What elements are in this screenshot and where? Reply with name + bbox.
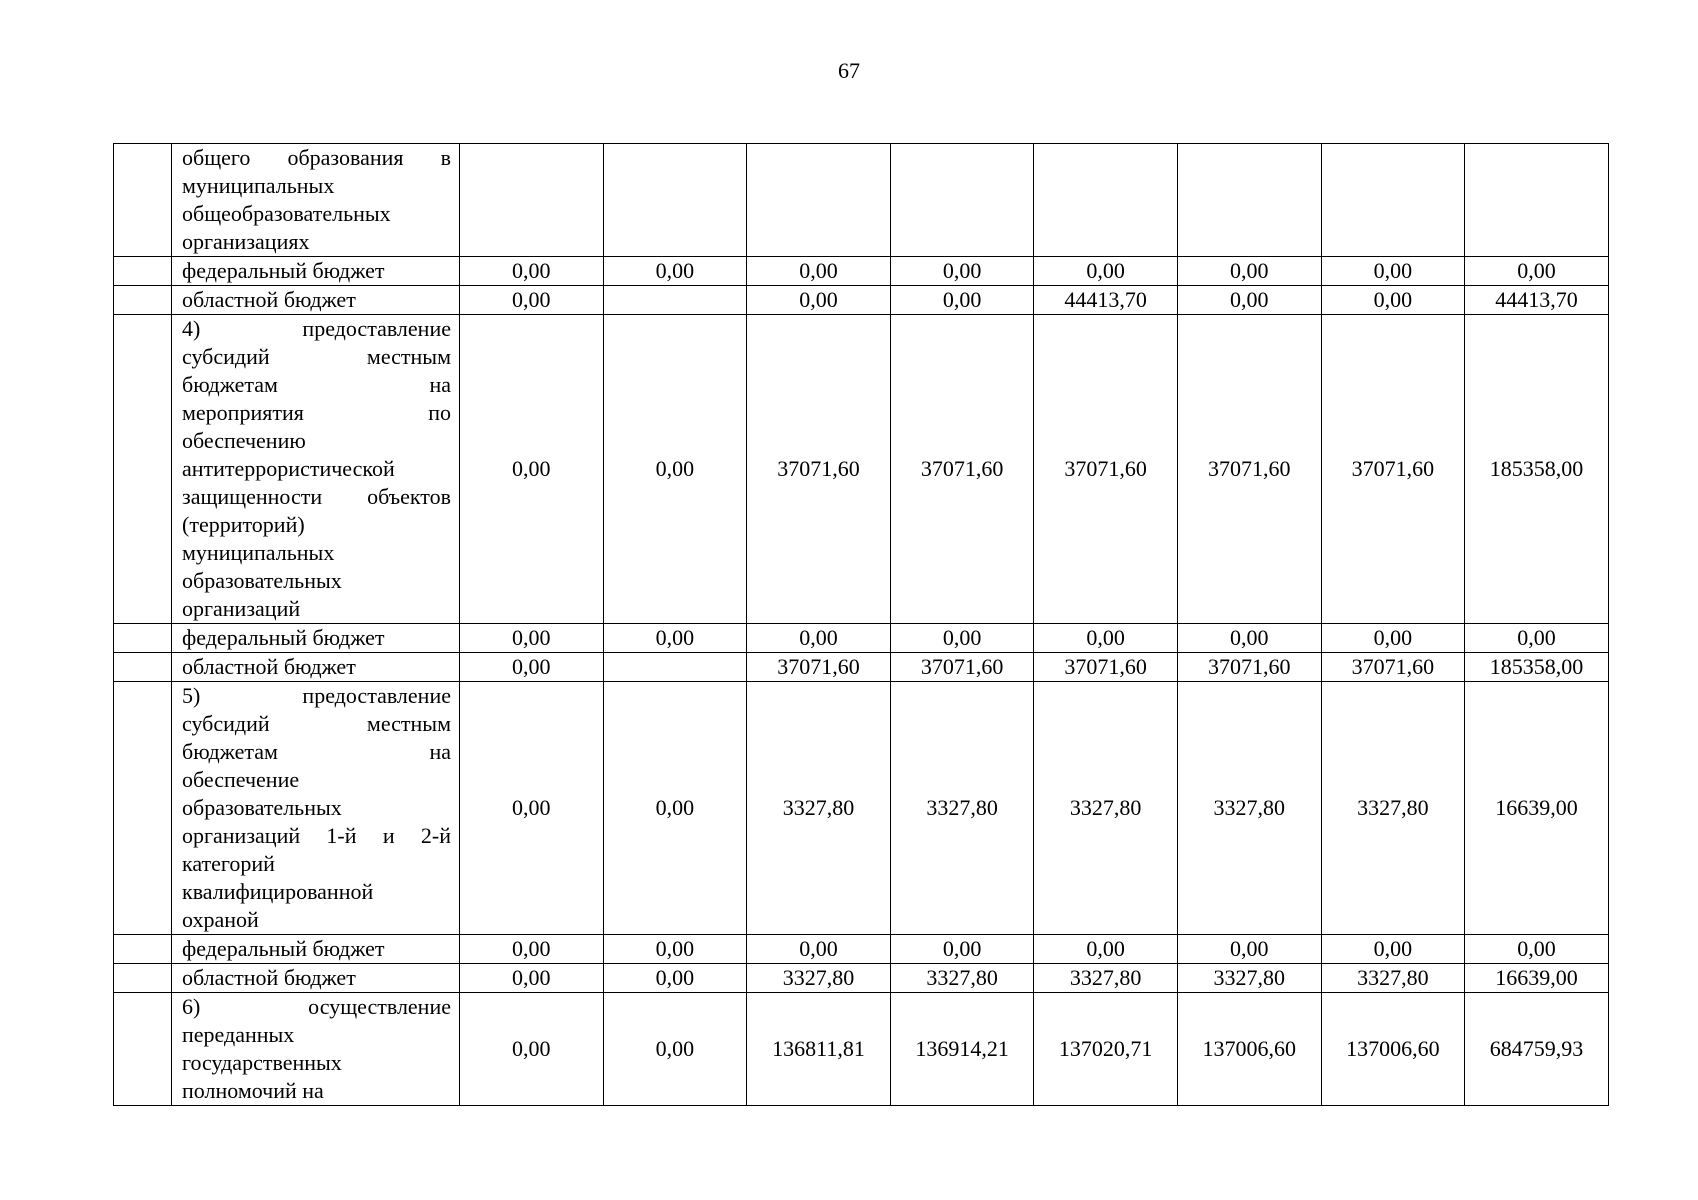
value-cell: 3327,80	[747, 964, 891, 993]
value-cell: 0,00	[747, 935, 891, 964]
row-index-cell	[114, 315, 172, 624]
value-cell: 0,00	[460, 682, 604, 935]
row-label-line: областной бюджет	[182, 287, 356, 312]
value-cell: 0,00	[1321, 935, 1465, 964]
value-cell: 37071,60	[747, 315, 891, 624]
value-cell: 0,00	[603, 993, 747, 1106]
row-label-line: федеральный бюджет	[182, 625, 385, 650]
row-label-line: субсидий местным	[182, 344, 451, 369]
row-label-cell	[172, 144, 460, 257]
value-cell: 185358,00	[1465, 315, 1609, 624]
value-cell: 0,00	[1034, 935, 1178, 964]
row-index-cell	[114, 653, 172, 682]
value-cell: 3327,80	[890, 682, 1034, 935]
row-index-cell	[114, 935, 172, 964]
value-cell: 16639,00	[1465, 682, 1609, 935]
value-cell: 37071,60	[1034, 315, 1178, 624]
budget-table-body	[114, 144, 1609, 1106]
value-cell: 0,00	[1465, 257, 1609, 286]
page-number: 67	[838, 58, 860, 83]
row-label-line: антитеррористической	[182, 456, 395, 481]
value-cell: 37071,60	[1034, 653, 1178, 682]
value-cell: 0,00	[603, 315, 747, 624]
row-index-cell	[114, 964, 172, 993]
value-cell: 37071,60	[1321, 653, 1465, 682]
value-cell: 16639,00	[1465, 964, 1609, 993]
table-row	[114, 315, 1609, 624]
row-index-cell	[114, 286, 172, 315]
row-label-line: организаций	[182, 596, 301, 621]
row-label-line: федеральный бюджет	[182, 258, 385, 283]
value-cell: 37071,60	[1321, 315, 1465, 624]
table-row	[114, 935, 1609, 964]
value-cell: 0,00	[460, 993, 604, 1106]
value-cell: 0,00	[460, 286, 604, 315]
value-cell: 185358,00	[1465, 653, 1609, 682]
table-row	[114, 964, 1609, 993]
row-label-line: федеральный бюджет	[182, 936, 385, 961]
value-cell	[747, 144, 891, 257]
value-cell: 3327,80	[747, 682, 891, 935]
row-label-line: защищенности объектов	[182, 484, 451, 509]
value-cell: 0,00	[1034, 624, 1178, 653]
value-cell: 3327,80	[1321, 964, 1465, 993]
value-cell	[1177, 144, 1321, 257]
value-cell: 137006,60	[1177, 993, 1321, 1106]
table-row	[114, 257, 1609, 286]
row-label-cell	[172, 257, 460, 286]
value-cell: 37071,60	[1177, 315, 1321, 624]
value-cell: 0,00	[747, 257, 891, 286]
value-cell: 3327,80	[1177, 682, 1321, 935]
value-cell: 0,00	[1177, 257, 1321, 286]
value-cell: 0,00	[460, 315, 604, 624]
value-cell: 0,00	[1321, 286, 1465, 315]
row-label-line: мероприятия по	[182, 400, 451, 425]
row-label-cell	[172, 935, 460, 964]
value-cell: 37071,60	[890, 653, 1034, 682]
value-cell: 3327,80	[1321, 682, 1465, 935]
row-label-line: областной бюджет	[182, 654, 356, 679]
value-cell: 0,00	[1321, 257, 1465, 286]
value-cell: 37071,60	[747, 653, 891, 682]
value-cell	[890, 144, 1034, 257]
value-cell: 137006,60	[1321, 993, 1465, 1106]
row-label-line: полномочий на	[182, 1078, 324, 1103]
row-label-line: квалифицированной	[182, 879, 374, 904]
row-index-cell	[114, 682, 172, 935]
value-cell	[1321, 144, 1465, 257]
value-cell: 0,00	[460, 935, 604, 964]
row-label-cell	[172, 315, 460, 624]
value-cell: 0,00	[890, 257, 1034, 286]
row-label-line: муниципальных	[182, 540, 335, 565]
table-row	[114, 993, 1609, 1106]
row-label-line: 6) осуществление	[182, 994, 451, 1019]
table-row	[114, 624, 1609, 653]
value-cell: 0,00	[460, 624, 604, 653]
value-cell: 37071,60	[1177, 653, 1321, 682]
row-index-cell	[114, 624, 172, 653]
value-cell: 0,00	[460, 653, 604, 682]
row-label-line: государственных	[182, 1050, 342, 1075]
value-cell: 0,00	[747, 624, 891, 653]
value-cell: 44413,70	[1465, 286, 1609, 315]
value-cell: 0,00	[1177, 624, 1321, 653]
table-row	[114, 653, 1609, 682]
row-index-cell	[114, 257, 172, 286]
row-label-line: образовательных	[182, 795, 342, 820]
row-label-line: 5) предоставление	[182, 683, 451, 708]
value-cell	[1034, 144, 1178, 257]
row-label-line: категорий	[182, 851, 275, 876]
row-label-line: 4) предоставление	[182, 316, 451, 341]
value-cell: 136811,81	[747, 993, 891, 1106]
value-cell: 0,00	[603, 964, 747, 993]
row-label-line: охраной	[182, 907, 259, 932]
row-label-line: переданных	[182, 1022, 295, 1047]
value-cell: 684759,93	[1465, 993, 1609, 1106]
value-cell: 137020,71	[1034, 993, 1178, 1106]
row-label-line: бюджетам на	[182, 739, 451, 764]
value-cell: 0,00	[603, 682, 747, 935]
row-label-line: общего образования в	[182, 145, 451, 170]
row-label-line: областной бюджет	[182, 965, 356, 990]
row-label-line: обеспечению	[182, 428, 306, 453]
value-cell: 0,00	[890, 624, 1034, 653]
value-cell	[460, 144, 604, 257]
value-cell: 0,00	[1321, 624, 1465, 653]
value-cell: 0,00	[603, 935, 747, 964]
value-cell: 0,00	[890, 935, 1034, 964]
row-label-line: (территорий)	[182, 512, 305, 537]
row-label-cell	[172, 964, 460, 993]
value-cell: 0,00	[1465, 624, 1609, 653]
row-label-line: образовательных	[182, 568, 342, 593]
row-label-line: муниципальных	[182, 173, 335, 198]
value-cell: 0,00	[890, 286, 1034, 315]
value-cell: 0,00	[603, 257, 747, 286]
row-label-line: общеобразовательных	[182, 201, 391, 226]
table-row	[114, 286, 1609, 315]
value-cell	[603, 144, 747, 257]
row-label-line: организациях	[182, 229, 310, 254]
budget-table	[113, 143, 1609, 1106]
value-cell: 136914,21	[890, 993, 1034, 1106]
value-cell: 0,00	[1465, 935, 1609, 964]
value-cell: 0,00	[603, 624, 747, 653]
row-label-cell	[172, 682, 460, 935]
row-index-cell	[114, 144, 172, 257]
row-label-cell	[172, 286, 460, 315]
value-cell: 0,00	[1034, 257, 1178, 286]
row-index-cell	[114, 993, 172, 1106]
value-cell	[603, 286, 747, 315]
value-cell: 3327,80	[1034, 682, 1178, 935]
row-label-line: бюджетам на	[182, 372, 451, 397]
value-cell: 0,00	[1177, 286, 1321, 315]
value-cell: 3327,80	[1177, 964, 1321, 993]
row-label-line: обеспечение	[182, 767, 300, 792]
value-cell: 3327,80	[890, 964, 1034, 993]
table-row	[114, 682, 1609, 935]
value-cell: 0,00	[460, 257, 604, 286]
value-cell	[1465, 144, 1609, 257]
row-label-line: организаций 1-й и 2-й	[182, 823, 451, 848]
value-cell: 0,00	[747, 286, 891, 315]
value-cell: 0,00	[460, 964, 604, 993]
value-cell: 37071,60	[890, 315, 1034, 624]
table-row	[114, 144, 1609, 257]
value-cell: 0,00	[1177, 935, 1321, 964]
value-cell	[603, 653, 747, 682]
row-label-line: субсидий местным	[182, 711, 451, 736]
row-label-cell	[172, 993, 460, 1106]
value-cell: 44413,70	[1034, 286, 1178, 315]
value-cell: 3327,80	[1034, 964, 1178, 993]
row-label-cell	[172, 653, 460, 682]
row-label-cell	[172, 624, 460, 653]
